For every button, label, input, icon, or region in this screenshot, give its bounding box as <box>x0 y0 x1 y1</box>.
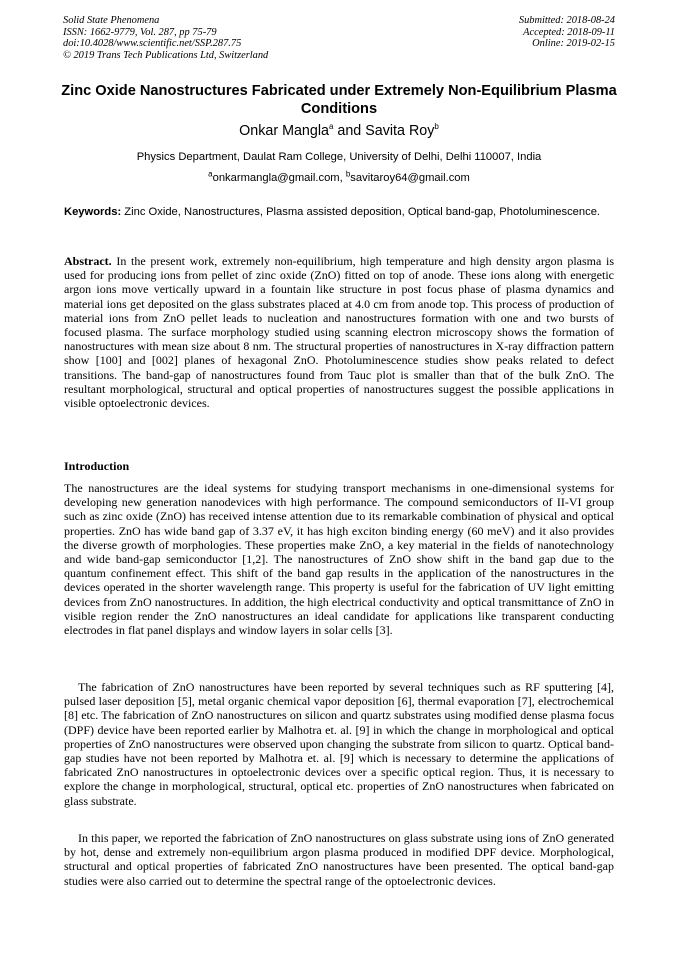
accepted-date: Accepted: 2018-09-11 <box>523 26 615 38</box>
keywords-block <box>64 205 614 221</box>
journal-info <box>63 15 268 61</box>
copyright-line: © 2019 Trans Tech Publications Ltd, Switzerland <box>63 49 269 61</box>
email-1-mark: a <box>208 169 213 179</box>
issn-line: ISSN: 1662-9779, Vol. 287, pp 75-79 <box>63 26 217 38</box>
journal-name: Solid State Phenomena <box>63 15 160 26</box>
author-2: Savita Roy <box>365 123 435 139</box>
submitted-date: Submitted: 2018-08-24 <box>518 15 615 26</box>
intro-paragraph-1: The nanostructures are the ideal systems for studying transport mechanisms in one-dimensional systems for developing new generation nanodevices with high performance. The compound semiconductors of II-VI group such as zinc oxide (ZnO) has received intense attention due to its remarkable combination of physical and optical properties. ZnO has wide band gap of 3.37 eV, it has high exciton binding energy (60 meV) and it also provides the diverse growth of morphologies. These properties make ZnO, a key material in the fields of nanotechnology and wide band-gap semiconductor [1,2]. The nanostructures of ZnO show shift in the band gap due to the quantum confinement effect. This shift of the band gap results in the application of the nanostructures in the devices operated in the shorter wavelength range. This property is useful for the fabrication of UV light emitting devices from ZnO nanostructures. In addition, the high electrical conductivity and optical transmittance of ZnO in visible region render the ZnO nanostructures an ideal candidate for applications like transparent conducting electrodes in flat panel displays and window layers in solar cells [3]. <box>64 481 614 638</box>
affiliation: Physics Department, Daulat Ram College, University of Delhi, Delhi 110007, India <box>136 151 542 163</box>
online-date: Online: 2019-02-15 <box>532 38 615 50</box>
author-conjunction: and <box>333 123 366 139</box>
abstract-label: Abstract. <box>64 254 112 268</box>
author-1-affil-mark: a <box>328 122 334 132</box>
email-1[interactable]: onkarmangla@gmail.com, <box>212 172 346 184</box>
email-2-mark: b <box>345 169 351 179</box>
keywords-label: Keywords: <box>64 206 122 218</box>
publication-dates <box>519 15 615 50</box>
doi-line[interactable]: doi:10.4028/www.scientific.net/SSP.287.75 <box>63 38 242 50</box>
introduction-heading: Introduction <box>64 459 130 473</box>
keywords-text: Zinc Oxide, Nanostructures, Plasma assisted deposition, Optical band-gap, Photoluminescence. <box>121 206 601 218</box>
abstract-block <box>64 254 614 410</box>
author-2-affil-mark: b <box>434 122 439 132</box>
email-2[interactable]: savitaroy64@gmail.com <box>350 172 470 184</box>
intro-paragraph-2: The fabrication of ZnO nanostructures have been reported by several techniques such as RF sputtering [4], pulsed laser deposition [5], metal organic chemical vapor deposition [6], thermal evaporation [7], electrochemical [8] etc. The fabrication of ZnO nanostructures on silicon and quartz substrates using modified dense plasma focus (DPF) device have been reported earlier by Malhotra et. al. [9] in which the change in morphological and optical properties of ZnO nanostructures were observed upon changing the substrate from silicon to quartz. Optical band-gap studies have not been reported by Malhotra et. al. [9] which is necessary to determine the applications of fabricated ZnO nanostructures in optoelectronic devices over a specific optical region. Thus, it is necessary to explore the change in morphological, structural, optical etc. properties of ZnO nanostructures when fabricated on glass substrate. <box>64 680 614 808</box>
intro-paragraph-3: In this paper, we reported the fabrication of ZnO nanostructures on glass substrate using ions of ZnO generated by hot, dense and extremely non-equilibrium argon plasma produced in modified DPF device. Morphological, structural and optical properties of fabricated ZnO nanostructures have been presented. The optical band-gap studies were also carried out to determine the spectral range of the optoelectronic devices. <box>64 831 614 888</box>
author-1: Onkar Mangla <box>239 123 329 139</box>
author-line <box>0 122 678 140</box>
abstract-text: In the present work, extremely non-equilibrium, high temperature and high density argon plasma is used for producing ions from pellet of zinc oxide (ZnO) fitted on top of anode. These ions along with energetic argon ions move vertically upward in a fountain like structure in post focus phase of plasma dynamics and material ions get deposited on the glass substrates placed at 4.0 cm from anode top. This process of production of material ions from ZnO pellet leads to nucleation and nanostructures formation with one and two bursts of focused plasma. The surface morphology studied using scanning electron microscopy shows the formation of nanostructures with mean size about 8 nm. The structural properties of nanostructures in X-ray diffraction pattern show [100] and [002] planes of hexagonal ZnO. Photoluminescence studies show peaks related to defect transitions. The band-gap of nanostructures found from Tauc plot is smaller than that of the bulk ZnO. The resultant morphological, structural and optical properties of nanostructures suggest the possible applications in visible optoelectronic devices. <box>64 254 614 411</box>
author-emails <box>0 171 678 185</box>
paper-title: Zinc Oxide Nanostructures Fabricated under Extremely Non-Equilibrium Plasma Conditions <box>61 83 617 117</box>
